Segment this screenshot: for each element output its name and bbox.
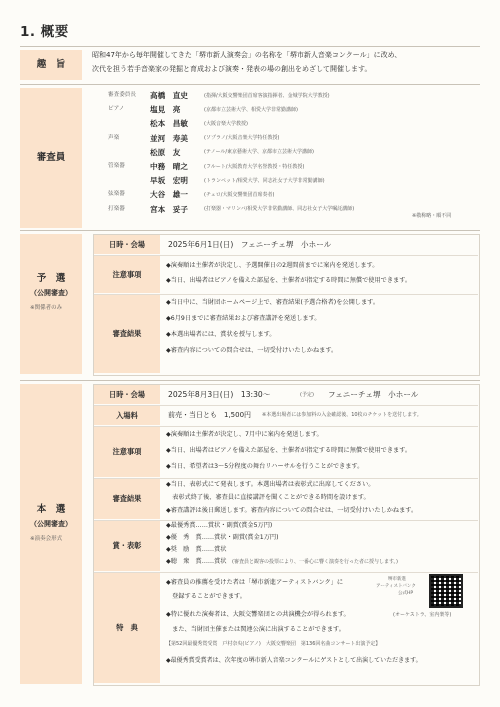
row-label-notes: 注意事項	[94, 427, 160, 477]
judge-role: 弦楽器	[108, 191, 125, 198]
judge-name: 早坂 宏明	[150, 176, 188, 186]
perk-item: ◆特に優れた演奏者は、大阪交響楽団との共演機会が得られます。	[166, 611, 350, 618]
artist-bank-caption: 公式HP	[398, 591, 414, 596]
judge-role: 管楽器	[108, 163, 125, 169]
section-note: ※関係者のみ	[30, 305, 63, 311]
section-label-purpose: 趣 旨	[36, 59, 66, 70]
row-label-results: 審査結果	[94, 295, 160, 373]
judge-affiliation: (京都市立芸術大学、相愛大学非常勤講師)	[204, 106, 298, 113]
judge-affiliation: (ソプラノ/大阪音楽大学特任教授)	[204, 135, 280, 142]
judge-affiliation: (打楽器・マリンバ/相愛大学非常勤講師、同志社女子大学嘱託講師)	[204, 206, 355, 213]
divider	[20, 84, 480, 85]
purpose-text: 昭和47年から毎年開催してきた「堺市新人演奏会」の名称を「堺市新人音楽コンクール」に改め、	[92, 51, 402, 59]
judge-affiliation: (指揮/大阪交響楽団首席客演指揮者、金城学院大学教授)	[204, 92, 330, 99]
qr-code[interactable]	[429, 574, 463, 608]
judge-affiliation: (チェロ/大阪交響楽団首席奏者)	[204, 191, 275, 198]
judge-role: 打楽器	[108, 205, 125, 212]
perk-item-cont: (オーケストラ、室内楽等)	[393, 612, 452, 618]
award-item: ◆優 秀 賞……賞状・副賞(賞金1万円)	[166, 534, 279, 541]
page-title: 1. 概要	[20, 24, 69, 40]
artist-bank-caption: 堺市新進	[388, 577, 406, 582]
section-sublabel: （公開審査）	[30, 520, 72, 528]
prelim-datetime: 2025年6月1日(日) フェニーチェ堺 小ホール	[168, 240, 332, 249]
perk-item: ◆最優秀賞受賞者は、次年度の堺市新人音楽コンクールにゲストとして出演していただきます。	[166, 657, 422, 664]
prelim-result: ◆本選出場者には、賞状を授与します。	[166, 331, 276, 338]
final-result: ◆当日、表彰式にて発表します。本選出場者は表彰式に出席してください。	[166, 481, 375, 488]
perk-highlight-box: 【第52回最優秀賞受賞 戸村奈央(ピアノ) 大阪交響楽団 第136回名曲コンサート出演予定】	[166, 641, 381, 647]
row-label-results: 審査結果	[94, 479, 160, 519]
prelim-result: ◆当日中に、当財団ホームページ上で、審査結果(予選合格者)を公開します。	[166, 299, 380, 306]
section-sublabel: （公開審査）	[30, 289, 72, 297]
row-label-awards: 賞・表彰	[94, 521, 160, 571]
row-label-perks: 特 典	[94, 573, 160, 683]
judge-name: 並河 寿美	[150, 133, 188, 143]
judge-name: 大谷 雄一	[150, 190, 188, 200]
prelim-note: ◆当日、出場者はピアノを備えた部屋を、主催者が指定する時間に無償で使用できます。	[166, 277, 412, 284]
perk-item: 登録することができます。	[166, 593, 246, 600]
judge-affiliation: (テノール/東京藝術大学、京都市立芸術大学講師)	[204, 149, 314, 156]
row-label-datetime: 日時・会場	[94, 235, 160, 254]
judge-name: 中務 晴之	[150, 162, 188, 171]
final-note: ◆当日、出場者はピアノを備えた部屋を、主催者が指定する時間に無償で使用できます。	[166, 447, 412, 454]
perk-item: ◆審査員の推薦を受けた者は「堺市新進アーティストバンク」に	[166, 579, 344, 586]
section-label-prelim: 予 選	[36, 273, 66, 284]
final-fee-note: ※本選出場者には参加料の入金確認後、10枚のチケットを送付します。	[262, 412, 422, 418]
final-venue: フェニーチェ堺 小ホール	[328, 390, 419, 399]
section-label-bg	[20, 234, 82, 374]
judge-role: ピアノ	[108, 106, 125, 113]
final-datetime-note: (予定)	[300, 392, 314, 398]
prelim-result: ◆審査内容についての問合せは、一切受付けいたしかねます。	[166, 347, 338, 354]
judges-footnote: ※敬称略・順不同	[412, 213, 452, 219]
section-label-bg	[20, 384, 82, 684]
section-label-judges: 審査員	[36, 152, 66, 163]
row-label-notes: 注意事項	[94, 256, 160, 293]
row-label-fee: 入場料	[94, 406, 160, 425]
final-result: ◆審査講評は後日郵送します。審査内容についての問合せは、一切受付けいたしかねます。	[166, 507, 418, 514]
final-datetime: 2025年8月3日(日) 13:30～	[168, 390, 271, 399]
award-item: ◆最優秀賞……賞状・副賞(賞金5万円)	[166, 522, 273, 529]
prelim-note: ◆演奏順は主催者が決定し、予選開催日の2週間前までに案内を発送します。	[166, 262, 379, 269]
judge-affiliation: (大阪音楽大学教授)	[204, 120, 248, 127]
judge-affiliation: (フルート/大阪教育大学名誉教授・特任教授)	[204, 163, 305, 170]
judge-name: 松原 友	[150, 147, 181, 157]
judge-name: 松本 昌敏	[150, 119, 188, 129]
judge-name: 高橋 直史	[150, 91, 188, 100]
perk-item: また、当財団主催または関連公演に出演することができます。	[166, 626, 345, 633]
purpose-text: 次代を担う若手音楽家の発掘と育成および演奏・発表の場の創出をめざして開催します。	[92, 65, 372, 73]
judge-affiliation: (トランペット/相愛大学、同志社女子大学非常勤講師)	[204, 177, 325, 184]
section-note: ※演奏会形式	[30, 536, 63, 542]
divider	[20, 230, 480, 231]
divider	[20, 46, 480, 47]
final-note: ◆当日、希望者は3～5分程度の舞台リハーサルを行うことができます。	[166, 463, 364, 470]
section-label-final: 本 選	[36, 504, 66, 515]
prelim-result: ◆6月9日までに審査結果および審査講評を発送します。	[166, 315, 321, 322]
award-item: ◆奨 励 賞……賞状	[166, 546, 227, 553]
judge-name: 宮本 妥子	[150, 204, 188, 214]
row-label-datetime: 日時・会場	[94, 385, 160, 404]
judge-name: 塩見 亮	[150, 105, 181, 115]
audience-award-note: (審査員と観客の投票により、一番心に響く演奏を行った者に授与します。)	[232, 559, 399, 565]
judge-role: 審査委員長	[108, 92, 136, 98]
judge-role: 声楽	[108, 134, 120, 141]
award-item: ◆聴 衆 賞……賞状	[166, 558, 227, 565]
final-note: ◆演奏順は主催者が決定し、7月中に案内を発送します。	[166, 431, 323, 438]
divider	[20, 380, 480, 381]
artist-bank-caption: アーティストバンク	[376, 584, 416, 589]
final-fee: 前売・当日とも 1,500円	[168, 411, 252, 419]
final-result: 表彰式終了後、審査員に直接講評を聞くことができる時間を設けます。	[166, 494, 370, 501]
